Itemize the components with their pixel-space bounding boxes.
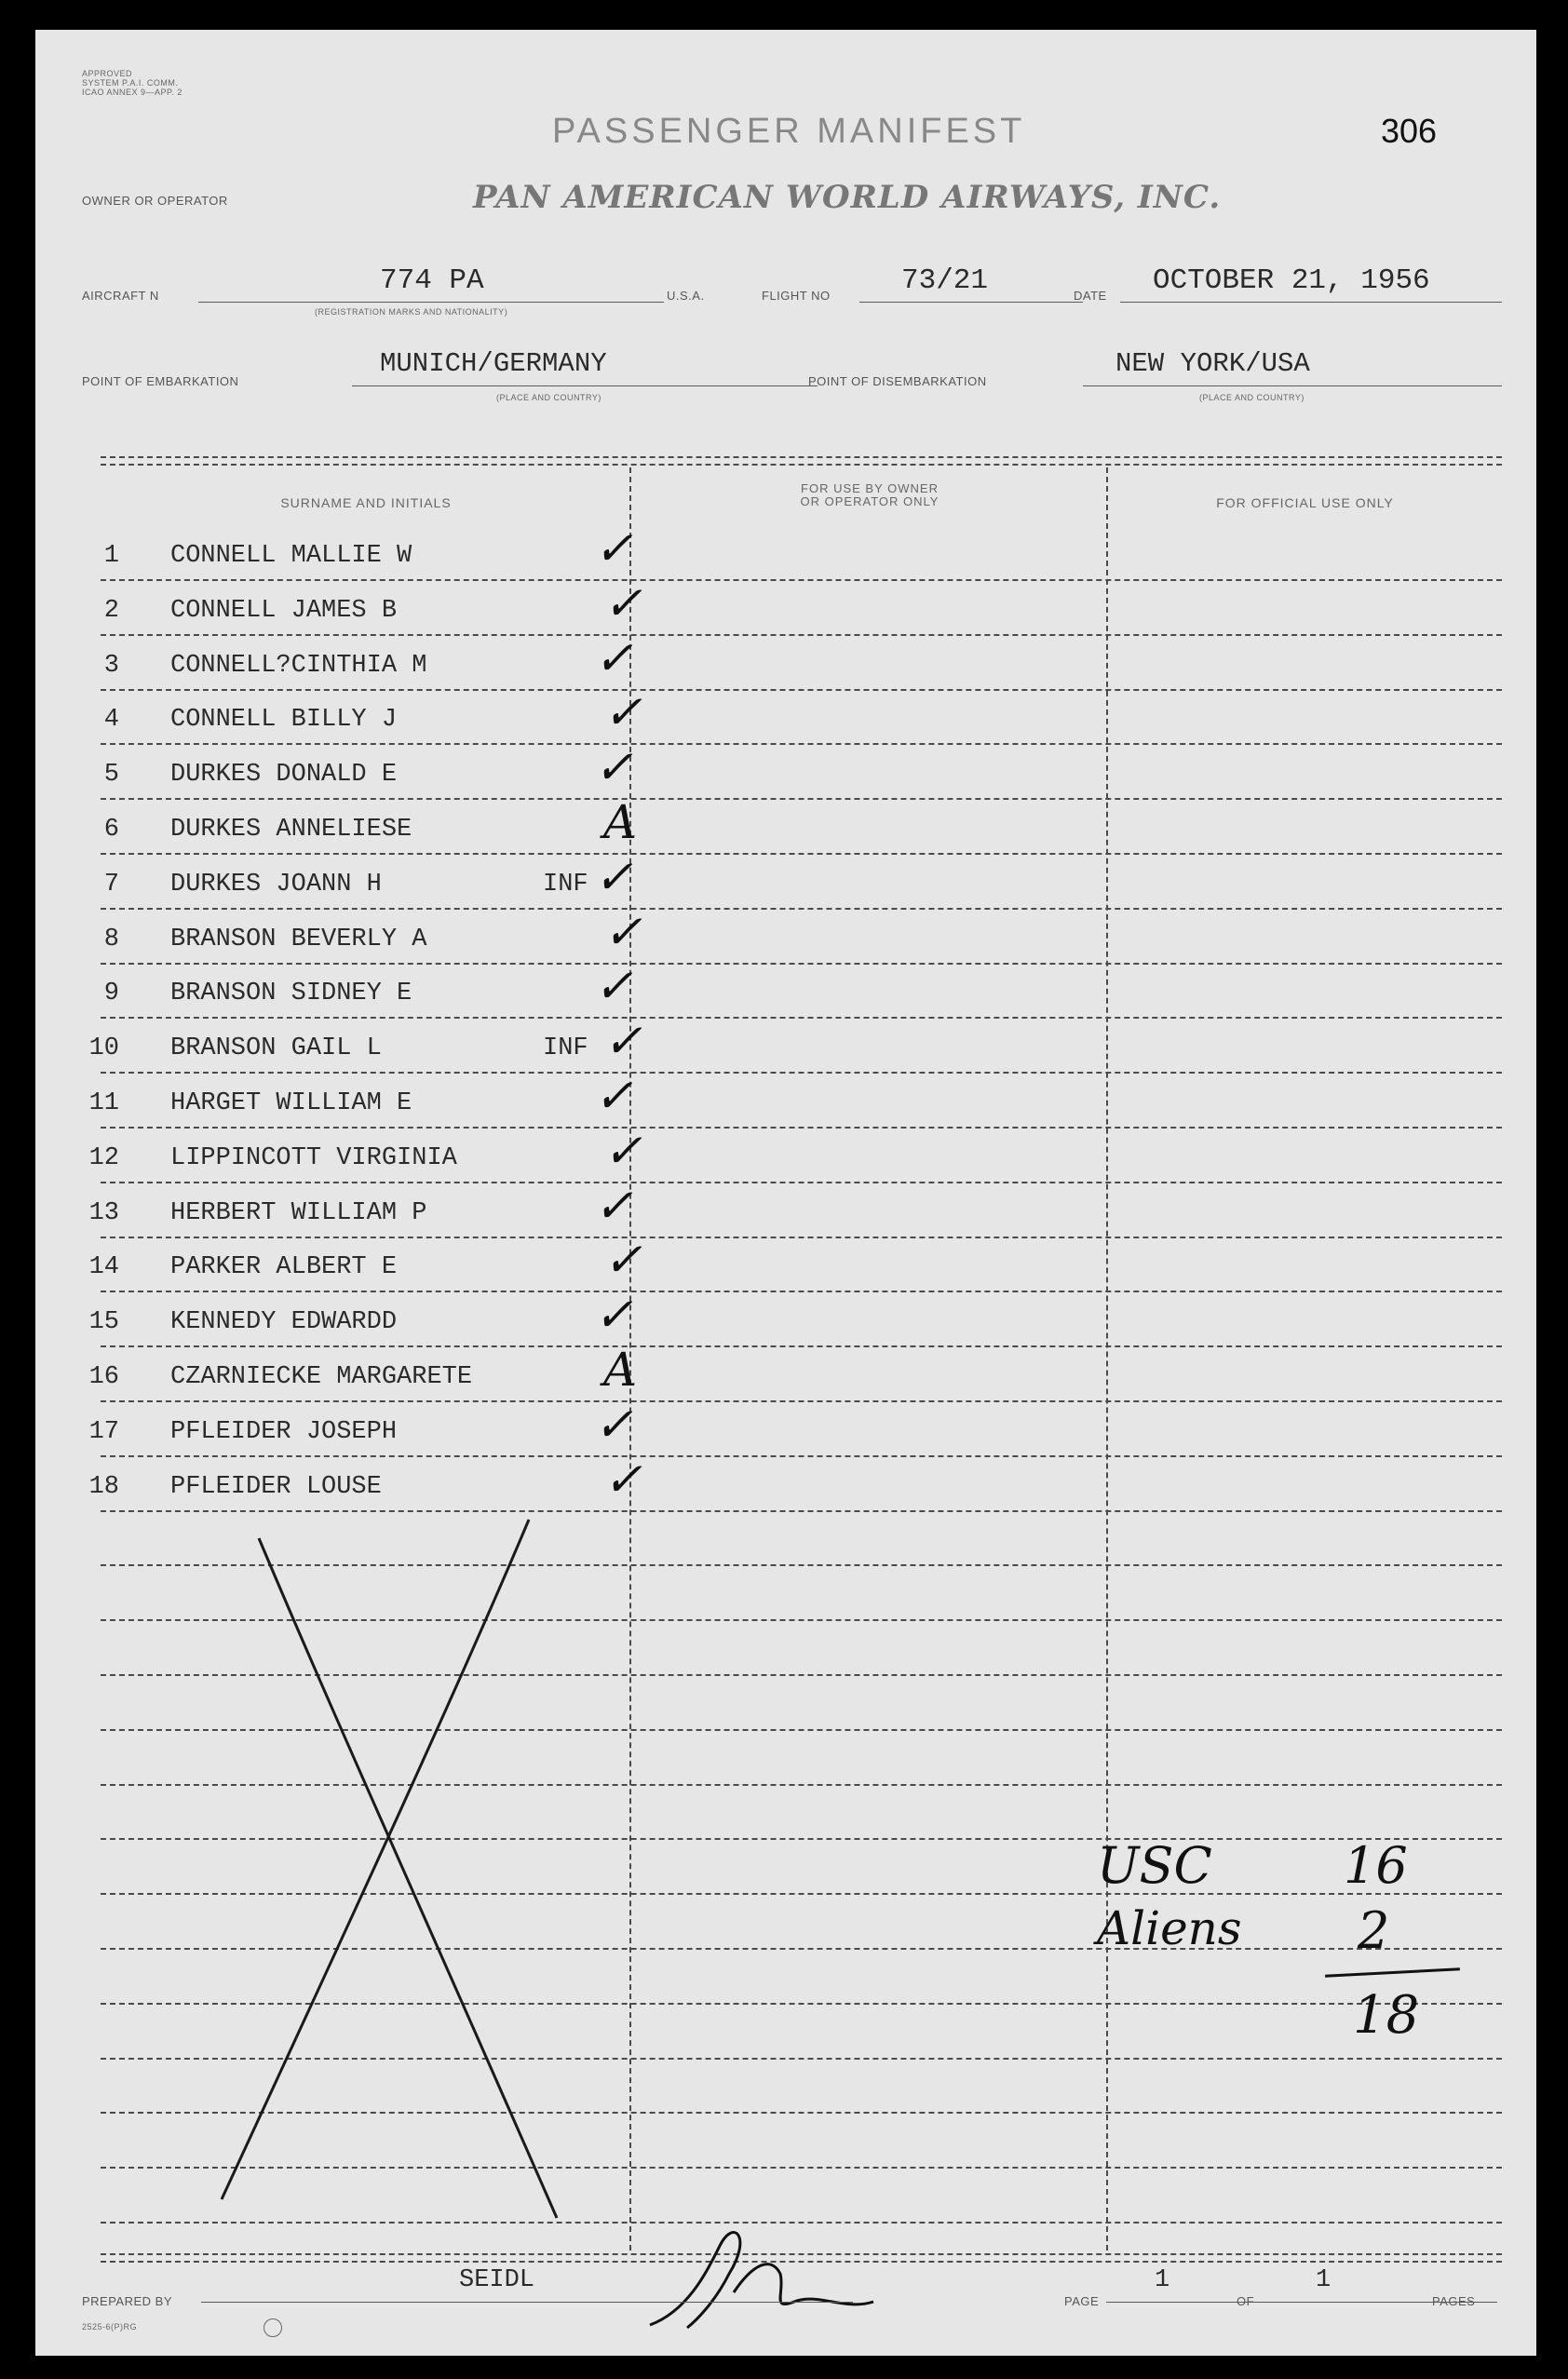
passenger-name: CONNELL BILLY J [170, 706, 398, 735]
aircraft-underline [198, 302, 664, 303]
signature [631, 2209, 892, 2339]
check-mark-icon: ✓ [603, 575, 642, 630]
row-number: 3 [103, 651, 119, 680]
aircraft-value: 774 PA [380, 264, 484, 297]
check-mark-icon: ✓ [594, 959, 633, 1014]
passenger-name: KENNEDY EDWARDD [170, 1308, 398, 1337]
row-rule [101, 1345, 1502, 1347]
total-value: 18 [1353, 1985, 1420, 2046]
row-number: 11 [88, 1089, 119, 1117]
check-mark-icon: ✓ [603, 1452, 642, 1507]
row-number: 8 [103, 925, 119, 953]
of-value: 1 [1316, 2266, 1331, 2294]
form-code: 2525-6(P)RG [82, 2322, 138, 2332]
passenger-name: LIPPINCOTT VIRGINIA [170, 1143, 457, 1172]
table-top-border [101, 456, 1502, 458]
row-rule [101, 908, 1502, 910]
usc-value: 16 [1344, 1836, 1408, 1895]
prepared-by-underline [201, 2302, 853, 2303]
flight-value: 73/21 [901, 264, 989, 297]
row-rule [101, 1400, 1502, 1402]
col-header-owner [631, 482, 1108, 508]
row-number: 7 [103, 870, 119, 899]
row-number: 2 [103, 596, 119, 625]
aircraft-label: AIRCRAFT N [82, 289, 159, 303]
flight-label: FLIGHT NO [762, 289, 831, 303]
row-number: 15 [88, 1308, 119, 1337]
row-number: 6 [103, 816, 119, 844]
row-rule [101, 634, 1502, 636]
check-mark-icon: ✓ [594, 740, 633, 795]
aircraft-sub: (REGISTRATION MARKS AND NATIONALITY) [315, 307, 508, 317]
check-mark-icon: ✓ [594, 1288, 633, 1343]
col-header-official: FOR OFFICIAL USE ONLY [1216, 495, 1394, 510]
of-label: OF [1237, 2294, 1255, 2308]
pages-label: PAGES [1432, 2294, 1476, 2308]
date-label: DATE [1074, 289, 1107, 303]
row-rule [101, 1237, 1502, 1238]
passenger-name: PFLEIDER JOSEPH [170, 1417, 398, 1446]
row-rule [101, 963, 1502, 965]
owner-value: PAN AMERICAN WORLD AIRWAYS, INC. [473, 179, 1222, 216]
embark-sub: (PLACE AND COUNTRY) [496, 393, 602, 402]
row-rule [101, 1182, 1502, 1183]
owner-label: OWNER OR OPERATOR [82, 194, 228, 208]
passenger-name: PARKER ALBERT E [170, 1253, 398, 1282]
check-mark-icon: ✓ [603, 685, 642, 740]
passenger-name: DURKES DONALD E [170, 761, 398, 790]
passenger-name: DURKES ANNELIESE [170, 816, 412, 844]
prepared-by-label: PREPARED BY [82, 2294, 173, 2308]
row-number: 4 [103, 706, 119, 735]
row-number: 17 [88, 1417, 119, 1446]
row-number: 14 [88, 1253, 119, 1282]
row-number: 16 [88, 1363, 119, 1391]
check-mark-icon: ✓ [594, 521, 633, 575]
row-rule [101, 853, 1502, 855]
row-rule [101, 1455, 1502, 1457]
passenger-name: CONNELL MALLIE W [170, 542, 412, 570]
check-mark-icon: ✓ [603, 1123, 642, 1178]
row-number: 9 [103, 980, 119, 1008]
date-value: OCTOBER 21, 1956 [1153, 264, 1430, 297]
row-number: 12 [88, 1143, 119, 1172]
passenger-name: BRANSON GAIL L [170, 1034, 382, 1063]
row-number: 1 [103, 542, 119, 570]
check-mark-icon: ✓ [594, 1069, 633, 1123]
row-rule [101, 689, 1502, 691]
col-header-names: SURNAME AND INITIALS [280, 495, 452, 510]
approval-line: SYSTEM P.A.I. COMM. [82, 78, 179, 88]
col-header-owner-line: OR OPERATOR ONLY [800, 494, 939, 508]
col-header-owner-line: FOR USE BY OWNER [801, 481, 939, 495]
column-divider [1106, 467, 1108, 2251]
flight-underline [859, 302, 1083, 303]
aliens-value: 2 [1358, 1901, 1390, 1960]
approval-line: ICAO ANNEX 9—APP. 2 [82, 88, 182, 97]
check-mark-icon: ✓ [594, 630, 633, 685]
union-label-icon [264, 2318, 282, 2337]
check-mark-icon: A [603, 795, 638, 849]
prepared-by-value: SEIDL [459, 2266, 535, 2294]
totals-rule [1325, 1967, 1460, 1978]
page-underline [1106, 2302, 1497, 2303]
passenger-name: PFLEIDER LOUSE [170, 1472, 382, 1501]
infant-note: INF [543, 870, 588, 899]
check-mark-icon: ✓ [594, 849, 633, 904]
approval-stamp [82, 69, 182, 97]
embark-label: POINT OF EMBARKATION [82, 374, 239, 388]
row-number: 18 [88, 1472, 119, 1501]
form-title: PASSENGER MANIFEST [552, 112, 1026, 151]
passenger-name: DURKES JOANN H [170, 870, 382, 899]
embark-underline [352, 385, 818, 386]
disembark-underline [1083, 385, 1502, 386]
embark-value: MUNICH/GERMANY [380, 348, 607, 379]
row-rule [101, 1291, 1502, 1292]
page-label: PAGE [1064, 2294, 1100, 2308]
strike-out-cross [194, 1510, 585, 2237]
disembark-sub: (PLACE AND COUNTRY) [1199, 393, 1304, 402]
aliens-label: Aliens [1097, 1901, 1242, 1955]
page-number: 306 [1381, 112, 1438, 150]
usc-label: USC [1097, 1836, 1212, 1895]
check-mark-icon: ✓ [603, 1233, 642, 1288]
passenger-name: HERBERT WILLIAM P [170, 1198, 427, 1227]
table-top-border [101, 464, 1502, 466]
disembark-label: POINT OF DISEMBARKATION [808, 374, 987, 388]
manifest-sheet [35, 30, 1536, 2356]
usa-label: U.S.A. [667, 289, 705, 303]
check-mark-icon: A [603, 1343, 638, 1397]
passenger-name: BRANSON SIDNEY E [170, 980, 412, 1008]
passenger-name: HARGET WILLIAM E [170, 1089, 412, 1117]
row-rule [101, 1072, 1502, 1074]
infant-note: INF [543, 1034, 588, 1063]
row-rule [101, 743, 1502, 745]
approval-line: APPROVED [82, 69, 133, 78]
row-rule [101, 1127, 1502, 1129]
disembark-value: NEW YORK/USA [1115, 348, 1310, 379]
passenger-name: CZARNIECKE MARGARETE [170, 1363, 473, 1391]
passenger-name: CONNELL?CINTHIA M [170, 651, 427, 680]
row-number: 10 [88, 1034, 119, 1063]
check-mark-icon: ✓ [594, 1397, 633, 1452]
check-mark-icon: ✓ [603, 1014, 642, 1069]
date-underline [1120, 302, 1502, 303]
passenger-name: BRANSON BEVERLY A [170, 925, 427, 953]
check-mark-icon: ✓ [594, 1178, 633, 1233]
row-rule [101, 798, 1502, 800]
row-rule [101, 579, 1502, 581]
row-rule [101, 1017, 1502, 1019]
passenger-name: CONNELL JAMES B [170, 596, 398, 625]
row-number: 5 [103, 761, 119, 790]
row-number: 13 [88, 1198, 119, 1227]
check-mark-icon: ✓ [603, 904, 642, 959]
page-value: 1 [1155, 2266, 1170, 2294]
